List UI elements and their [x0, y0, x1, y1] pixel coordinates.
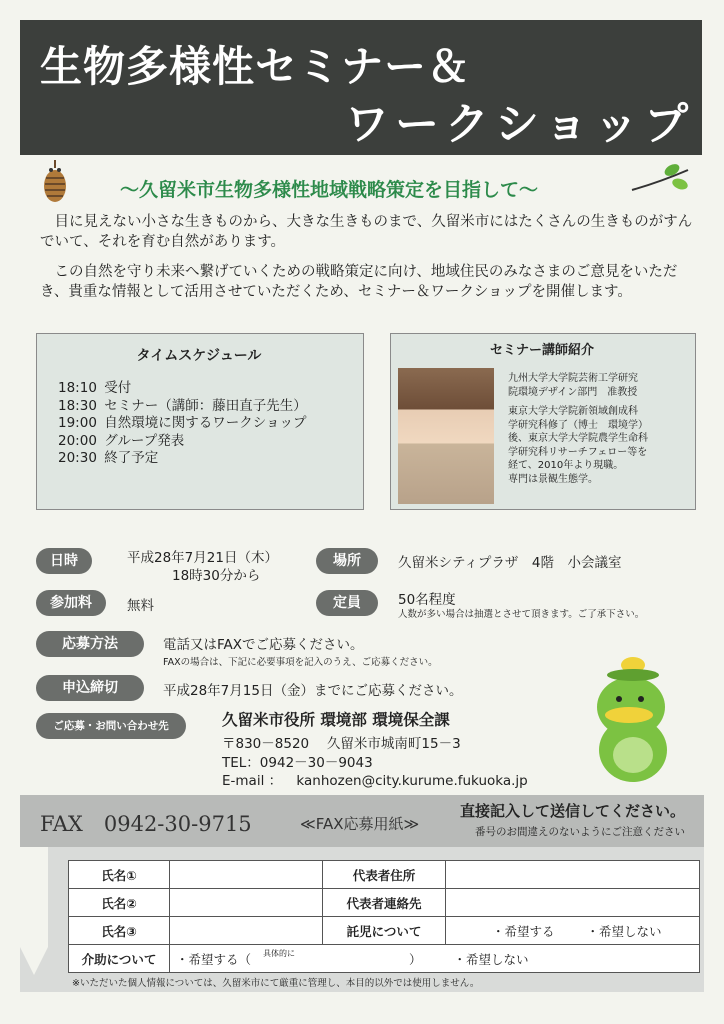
- title-line-1: 生物多様性セミナー＆: [40, 42, 471, 91]
- assist-detail-note: 具体的に: [263, 948, 295, 958]
- application-form: [68, 860, 700, 973]
- schedule-row: 20:00 グループ発表: [58, 432, 185, 449]
- capacity-note: 人数が多い場合は抽選とさせて頂きます。ご了承下さい。: [398, 609, 645, 620]
- intro-paragraph-1: 目に見えない小さな生きものから、大きな生きものまで、久留米市にはたくさんの生きものがすんでいて、それを育む自然があります。: [40, 214, 693, 250]
- lecturer-title: セミナー講師紹介: [489, 343, 594, 358]
- fax-instruction-note: 番号のお間違えのないようにご注意ください: [475, 826, 685, 838]
- lecturer-bio: 九州大学大学院芸術工学研究 院環境デザイン部門 准教授 東京大学大学院新領域創成科 学研究科修了（博士 環境学） 後、東京大学大学院農学生命科 学研究科リサーチフェロー等を 経て、2010年より現職。 専門は景観生態学。: [508, 373, 648, 485]
- lecturer-photo: [398, 368, 494, 504]
- schedule-title: タイムスケジュール: [136, 348, 262, 364]
- mascot-icon: [583, 655, 683, 785]
- schedule-row: 18:10 受付: [58, 380, 132, 396]
- apply-label: 応募方法: [36, 631, 144, 657]
- place-value: 久留米シティプラザ 4階 小会議室: [398, 555, 622, 571]
- childcare-label: 託児について: [323, 917, 446, 945]
- contact-address: 〒830－8520 久留米市城南町15－3: [222, 736, 461, 752]
- bagworm-icon: [38, 160, 72, 204]
- assist-close: ）: [408, 951, 422, 967]
- childcare-options: [446, 917, 700, 945]
- capacity-value: 50名程度: [398, 592, 456, 608]
- title-line-2: ワークショップ: [345, 99, 695, 150]
- fax-form-label: ≪FAX応募用紙≫: [300, 815, 420, 833]
- contact-field[interactable]: [446, 889, 700, 917]
- contact-org: 久留米市役所 環境部 環境保全課: [222, 711, 450, 729]
- assist-yes-option[interactable]: ・希望する（: [176, 951, 252, 967]
- privacy-notice: ※いただいた個人情報については、久留米市にて厳重に管理し、本目的以外では使用しません。: [72, 978, 480, 989]
- apply-value: 電話又はFAXでご応募ください。: [163, 637, 364, 653]
- subtitle: ～久留米市生物多様性地域戦略策定を目指して～: [120, 179, 539, 201]
- apply-note: FAXの場合は、下記に必要事項を記入のうえ、ご応募ください。: [163, 657, 438, 668]
- contact-label: ご応募・お問い合わせ先: [36, 713, 186, 739]
- address-label: 代表者住所: [323, 861, 446, 889]
- schedule-row: 20:30 終了予定: [58, 450, 159, 466]
- childcare-no-option[interactable]: ・希望しない: [586, 923, 662, 939]
- name3-field[interactable]: [170, 917, 323, 945]
- contact-tel: TEL：0942－30－9043: [222, 755, 373, 771]
- name2-label: 氏名②: [69, 889, 170, 917]
- name1-field[interactable]: [170, 861, 323, 889]
- schedule-row: 18:30 セミナー（講師：藤田直子先生）: [58, 397, 307, 414]
- contact-email-row: [222, 769, 528, 789]
- name1-label: 氏名①: [69, 861, 170, 889]
- email-link[interactable]: kanhozen@city.kurume.fukuoka.jp: [296, 773, 528, 789]
- contact-field-label: 代表者連絡先: [323, 889, 446, 917]
- time-value: 18時30分から: [172, 568, 261, 584]
- deadline-value: 平成28年7月15日（金）までにご応募ください。: [163, 683, 463, 699]
- leaf-icon: [630, 160, 690, 200]
- assist-options: [170, 945, 700, 973]
- childcare-yes-option[interactable]: ・希望する: [492, 923, 555, 939]
- schedule-list: [58, 380, 307, 468]
- fee-label: 参加料: [36, 590, 106, 616]
- date-value: 平成28年7月21日（木）: [127, 550, 278, 566]
- deadline-label: 申込締切: [36, 675, 144, 701]
- date-label: 日時: [36, 548, 92, 574]
- schedule-row: 19:00 自然環境に関するワークショップ: [58, 415, 307, 431]
- name3-label: 氏名③: [69, 917, 170, 945]
- place-label: 場所: [316, 548, 378, 574]
- email-label: E-mail ：: [222, 773, 283, 789]
- name2-field[interactable]: [170, 889, 323, 917]
- intro-paragraph-2: この自然を守り未来へ繋げていくための戦略策定に向け、地域住民のみなさまのご意見をいただき、貴重な情報として活用させていただくため、セミナー＆ワークショップを開催します。: [40, 264, 678, 300]
- capacity-label: 定員: [316, 590, 378, 616]
- fax-instruction: 直接記入して送信してください。: [460, 802, 686, 820]
- fax-number: FAX 0942-30-9715: [40, 812, 252, 836]
- address-field[interactable]: [446, 861, 700, 889]
- assist-no-option[interactable]: ・希望しない: [453, 951, 529, 967]
- arrow-icon: [20, 847, 48, 977]
- assist-label: 介助について: [69, 945, 170, 973]
- fee-value: 無料: [127, 598, 154, 614]
